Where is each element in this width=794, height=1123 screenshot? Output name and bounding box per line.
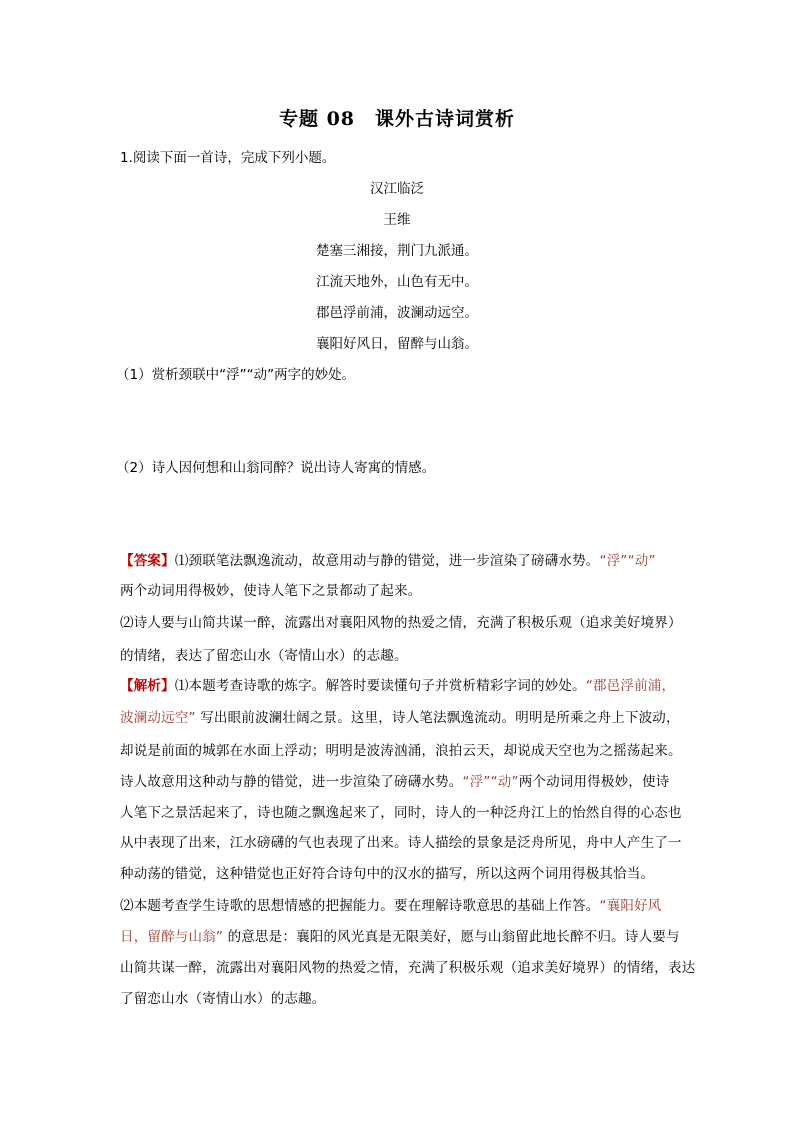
analysis-line: 种动荡的错觉，这种错觉也正好符合诗句中的汉水的描写，所以这两个词用得极其恰当。	[120, 866, 655, 882]
analysis-line: 了留恋山水（寄情山水）的志趣。	[120, 991, 326, 1007]
sub-question-2: （2）诗人因何想和山翁同醉？说出诗人寄寓的情感。	[116, 460, 436, 476]
analysis-line: 波澜动远空” 写出眼前波澜壮阔之景。这里，诗人笔法飘逸流动。明明是所乘之舟上下波动，	[120, 710, 680, 726]
answer-line: 【答案】⑴颈联笔法飘逸流动，故意用动与静的错觉，进一步渲染了磅礴水势。“浮”“动”	[120, 553, 656, 569]
analysis-line: 却说是前面的城郭在水面上浮动；明明是波涛汹涌，浪拍云天，却说成天空也为之摇荡起来。	[120, 743, 682, 759]
page-title: 专题 08 课外古诗词赏析	[278, 108, 516, 130]
poem-line: 楚塞三湘接，荆门九派通。	[316, 243, 478, 259]
analysis-line: 从中表现了出来，江水磅礴的气也表现了出来。诗人描绘的景象是泛舟所见，舟中人产生了一	[120, 835, 682, 851]
question-intro: 1.阅读下面一首诗，完成下列小题。	[120, 150, 336, 166]
analysis-line: 诗人故意用这种动与静的错觉，进一步渲染了磅礴水势。“浮”“动”两个动词用得极妙，使诗	[120, 774, 670, 790]
poem-line: 江流天地外，山色有无中。	[316, 274, 478, 290]
poem-line: 郡邑浮前浦，波澜动远空。	[316, 305, 478, 321]
sub-question-1: （1）赏析颈联中“浮”“动”两字的妙处。	[116, 367, 356, 383]
poem-line: 襄阳好风日，留醉与山翁。	[316, 336, 478, 352]
analysis-label: 【解析】	[120, 678, 175, 694]
analysis-line: 山简共谋一醉，流露出对襄阳风物的热爱之情，充满了积极乐观（追求美好境界）的情绪，表达	[120, 960, 696, 976]
analysis-line: 日，留醉与山翁” 的意思是：襄阳的风光真是无限美好，愿与山翁留此地长醉不归。诗人要与	[120, 929, 680, 945]
analysis-line: ⑵本题考查学生诗歌的思想情感的把握能力。要在理解诗歌意思的基础上作答。“襄阳好风	[120, 898, 662, 914]
answer-line: ⑵诗人要与山简共谋一醉，流露出对襄阳风物的热爱之情，充满了积极乐观（追求美好境界）	[120, 615, 682, 631]
analysis-line: 人笔下之景活起来了，诗也随之飘逸起来了，同时，诗人的一种泛舟江上的怡然自得的心态也	[120, 805, 682, 821]
poem-title: 汉江临泛	[370, 181, 424, 197]
answer-label: 【答案】	[120, 553, 175, 569]
analysis-line: 【解析】⑴本题考查诗歌的炼字。解答时要读懂句子并赏析精彩字词的妙处。“郡邑浮前浦，	[120, 678, 676, 694]
answer-line: 的情绪，表达了留恋山水（寄情山水）的志趣。	[120, 648, 408, 664]
answer-line: 两个动词用得极妙，使诗人笔下之景都动了起来。	[120, 583, 422, 599]
poem-author: 王维	[383, 212, 411, 228]
